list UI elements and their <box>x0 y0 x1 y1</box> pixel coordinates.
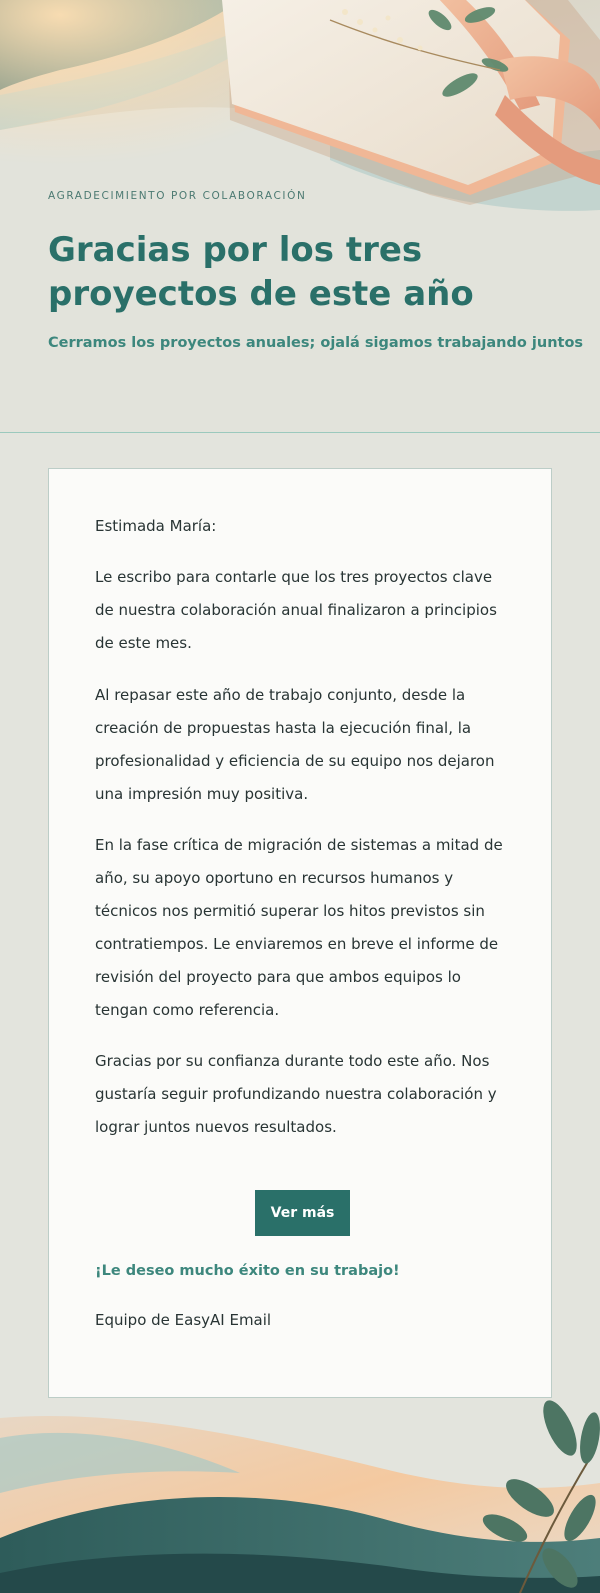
closing-wish: ¡Le deseo mucho éxito en su trabajo! <box>95 1263 400 1279</box>
signature: Equipo de EasyAI Email <box>95 1311 272 1329</box>
letter-paragraph-2: Al repasar este año de trabajo conjunto, desde la creación de propuestas hasta la ejecución final, la profesionalidad y eficiencia de su equipo nos dejaron una impresión muy positiva. <box>95 686 495 803</box>
letter-paragraph-3: En la fase crítica de migración de sistemas a mitad de año, su apoyo oportuno en recursos humanos y técnicos nos permitió superar los hitos previstos sin contratiempos. Le enviaremos en breve el informe de revisión del proyecto para que ambos equipos lo tengan como referencia. <box>95 836 503 1019</box>
letter-paragraph-1: Le escribo para contarle que los tres proyectos clave de nuestra colaboración anual finalizaron a principios de este mes. <box>95 568 497 652</box>
header-divider <box>0 432 600 433</box>
eyebrow-label: AGRADECIMIENTO POR COLABORACIÓN <box>48 190 307 202</box>
page-title: Gracias por los tres proyectos de este año <box>48 230 474 314</box>
letter-greeting: Estimada María: <box>95 517 217 535</box>
letter-paragraph-4: Gracias por su confianza durante todo este año. Nos gustaría seguir profundizando nuestra colaboración y lograr juntos nuevos resultados. <box>95 1052 497 1136</box>
header-banner <box>0 0 600 432</box>
page-subtitle: Cerramos los proyectos anuales; ojalá sigamos trabajando juntos <box>48 335 584 351</box>
gift-book-illustration <box>0 0 600 432</box>
letter-card <box>48 468 552 1398</box>
footer-leaves-illustration <box>0 1398 600 1593</box>
ver-mas-button[interactable]: Ver más <box>255 1190 350 1236</box>
